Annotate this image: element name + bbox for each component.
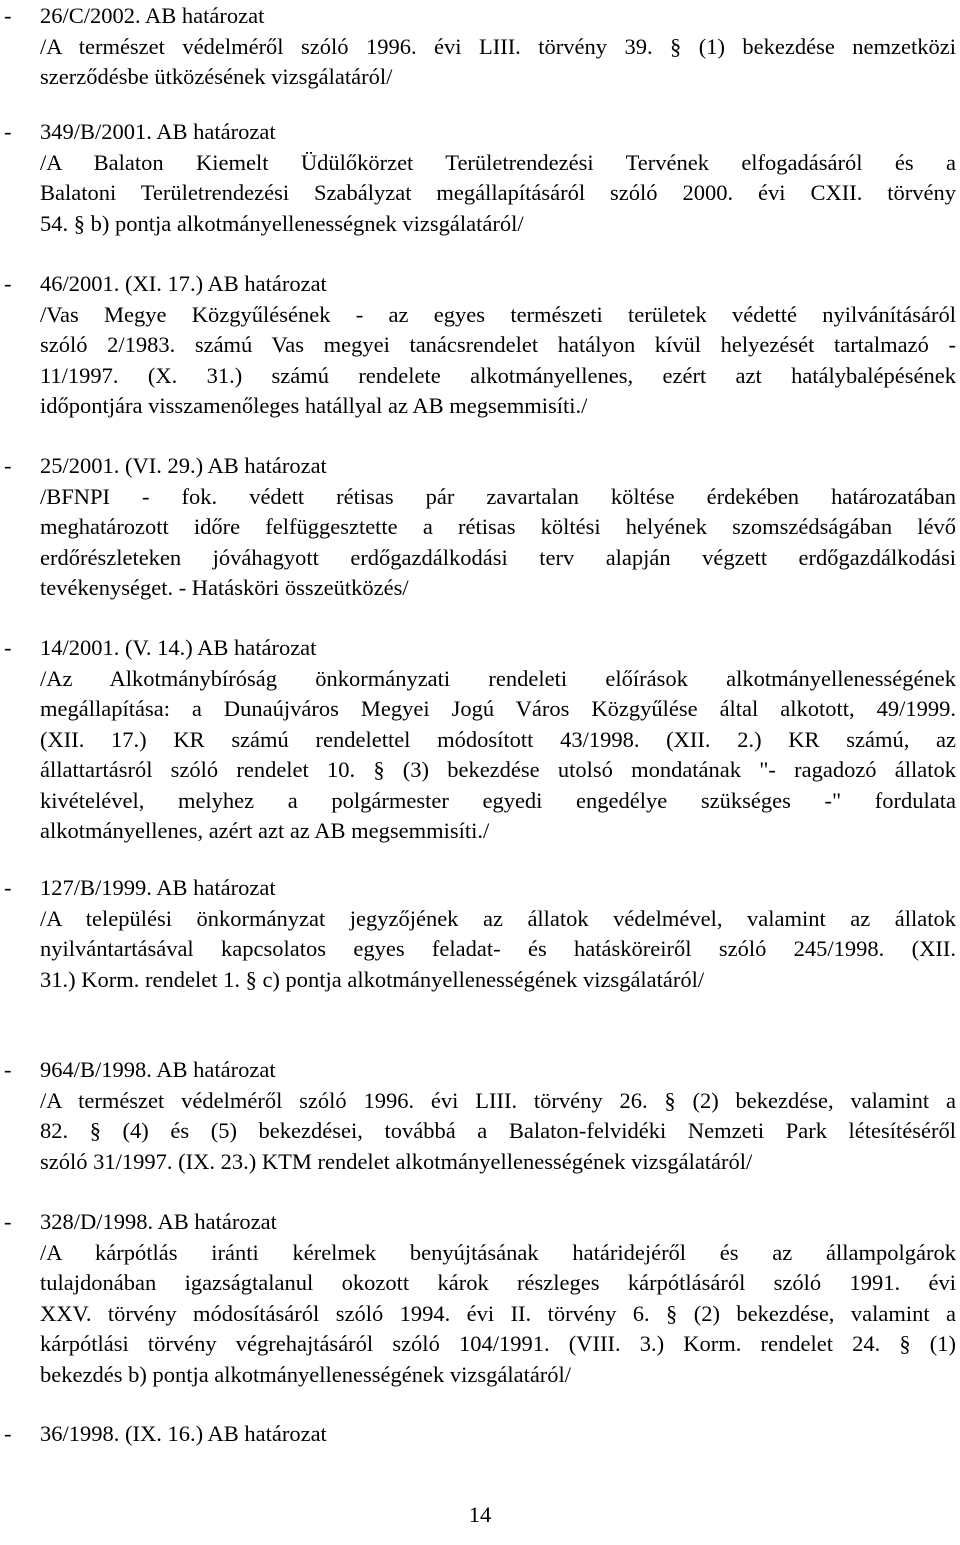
entry-title: 127/B/1999. AB határozat [40, 875, 276, 900]
list-item [4, 269, 956, 422]
entry-text-line: 54. § b) pontja alkotmányellenességnek vizsgálatáról/ [40, 210, 524, 236]
entry-text-line: nyilvántartásával kapcsolatos egyes feladat- és hatásköreiről szóló 245/1998. (XII. [40, 936, 956, 961]
entry-text-line: /A kárpótlás iránti kérelmek benyújtásának határidejéről és az állampolgárok [40, 1239, 956, 1265]
entry-title: 46/2001. (XI. 17.) AB határozat [40, 271, 327, 296]
list-item [4, 451, 956, 604]
list-dash: - [4, 271, 12, 296]
entry-text-line: XXV. törvény módosításáról szóló 1994. évi II. törvény 6. § (2) bekezdése, valamint a [40, 1300, 956, 1326]
list-dash: - [4, 1421, 12, 1446]
list-item [4, 1419, 956, 1450]
entry-text-line: meghatározott időre felfüggesztette a rétisas költési helyének szomszédságában lévő [40, 514, 956, 539]
entry-text-line: 82. § (4) és (5) bekezdései, továbbá a Balaton-felvidéki Nemzeti Park létesítéséről [40, 1118, 956, 1143]
list-dash: - [4, 635, 12, 660]
entry-title: 349/B/2001. AB határozat [40, 119, 276, 144]
entry-text-line: erdőrészleteken jóváhagyott erdőgazdálkodási terv alapján végzett erdőgazdálkodási [40, 544, 956, 570]
entry-text-line: /A természet védelméről szóló 1996. évi LIII. törvény 39. § (1) bekezdése nemzetközi [40, 33, 956, 59]
entry-text-line: /A települési önkormányzat jegyzőjének az állatok védelmével, valamint az állatok [40, 905, 956, 931]
entry-text-line: /A Balaton Kiemelt Üdülőkörzet Területrendezési Tervének elfogadásáról és a [40, 149, 956, 175]
list-item [4, 633, 956, 847]
entry-text-line: szóló 31/1997. (IX. 23.) KTM rendelet alkotmányellenességének vizsgálatáról/ [40, 1148, 753, 1174]
list-dash: - [4, 1209, 12, 1234]
entry-title: 964/B/1998. AB határozat [40, 1057, 276, 1082]
entry-title: 14/2001. (V. 14.) AB határozat [40, 635, 317, 660]
list-item [4, 1207, 956, 1390]
entry-text-line: 31.) Korm. rendelet 1. § c) pontja alkotmányellenességének vizsgálatáról/ [40, 966, 705, 992]
entry-text-line: bekezdés b) pontja alkotmányellenességének vizsgálatáról/ [40, 1361, 572, 1387]
entry-text-line: Balatoni Területrendezési Szabályzat megállapításáról szóló 2000. évi CXII. törvény [40, 180, 956, 205]
entry-text-line: szóló 2/1983. számú Vas megyei tanácsrendelet hatályon kívül helyezését tartalmazó - [40, 332, 956, 357]
entry-text-line: (XII. 17.) KR számú rendelettel módosított 43/1998. (XII. 2.) KR számú, az [40, 726, 956, 752]
list-dash: - [4, 119, 12, 144]
entry-text-line: megállapítása: a Dunaújváros Megyei Jogú Város Közgyűlése által alkotott, 49/1999. [40, 696, 956, 721]
list-item [4, 873, 956, 995]
entry-text-line: 11/1997. (X. 31.) számú rendelete alkotmányellenes, ezért azt hatálybalépésének [40, 362, 956, 388]
entry-title: 26/C/2002. AB határozat [40, 3, 265, 28]
entry-title: 328/D/1998. AB határozat [40, 1209, 277, 1234]
entry-text-line: kivételével, melyhez a polgármester egyedi engedélye szükséges -" fordulata [40, 787, 956, 813]
entry-text-line: /BFNPI - fok. védett rétisas pár zavartalan költése érdekében határozatában [40, 483, 956, 509]
entry-text-line: tulajdonában igazságtalanul okozott károk részleges kárpótlásáról szóló 1991. évi [40, 1270, 956, 1295]
entry-text-line: /Vas Megye Közgyűlésének - az egyes természeti területek védetté nyilvánításáról [40, 301, 956, 327]
entry-text-line: /A természet védelméről szóló 1996. évi LIII. törvény 26. § (2) bekezdése, valamint a [40, 1087, 956, 1113]
entry-text-line: időpontjára visszamenőleges hatállyal az AB megsemmisíti./ [40, 393, 588, 418]
entry-text-line: kárpótlási törvény végrehajtásáról szóló 104/1991. (VIII. 3.) Korm. rendelet 24. § (1) [40, 1331, 956, 1356]
entry-text-line: alkotmányellenes, azért azt az AB megsemmisíti./ [40, 818, 490, 843]
list-dash: - [4, 1057, 12, 1082]
entry-text-line: szerződésbe ütközésének vizsgálatáról/ [40, 64, 393, 89]
page-number: 14 [468, 1502, 492, 1527]
entry-text-line: tevékenységet. - Hatásköri összeütközés/ [40, 575, 409, 600]
entry-text-line: állattartásról szóló rendelet 10. § (3) bekezdése utolsó mondatának "- ragadozó állatok [40, 757, 956, 782]
list-item [4, 1, 956, 93]
list-dash: - [4, 875, 12, 900]
entry-title: 36/1998. (IX. 16.) AB határozat [40, 1421, 327, 1446]
list-item [4, 117, 956, 239]
list-dash: - [4, 3, 12, 28]
list-item [4, 1055, 956, 1177]
list-dash: - [4, 453, 12, 478]
entry-title: 25/2001. (VI. 29.) AB határozat [40, 453, 327, 478]
entry-text-line: /Az Alkotmánybíróság önkormányzati rendeleti előírások alkotmányellenességének [40, 665, 956, 691]
